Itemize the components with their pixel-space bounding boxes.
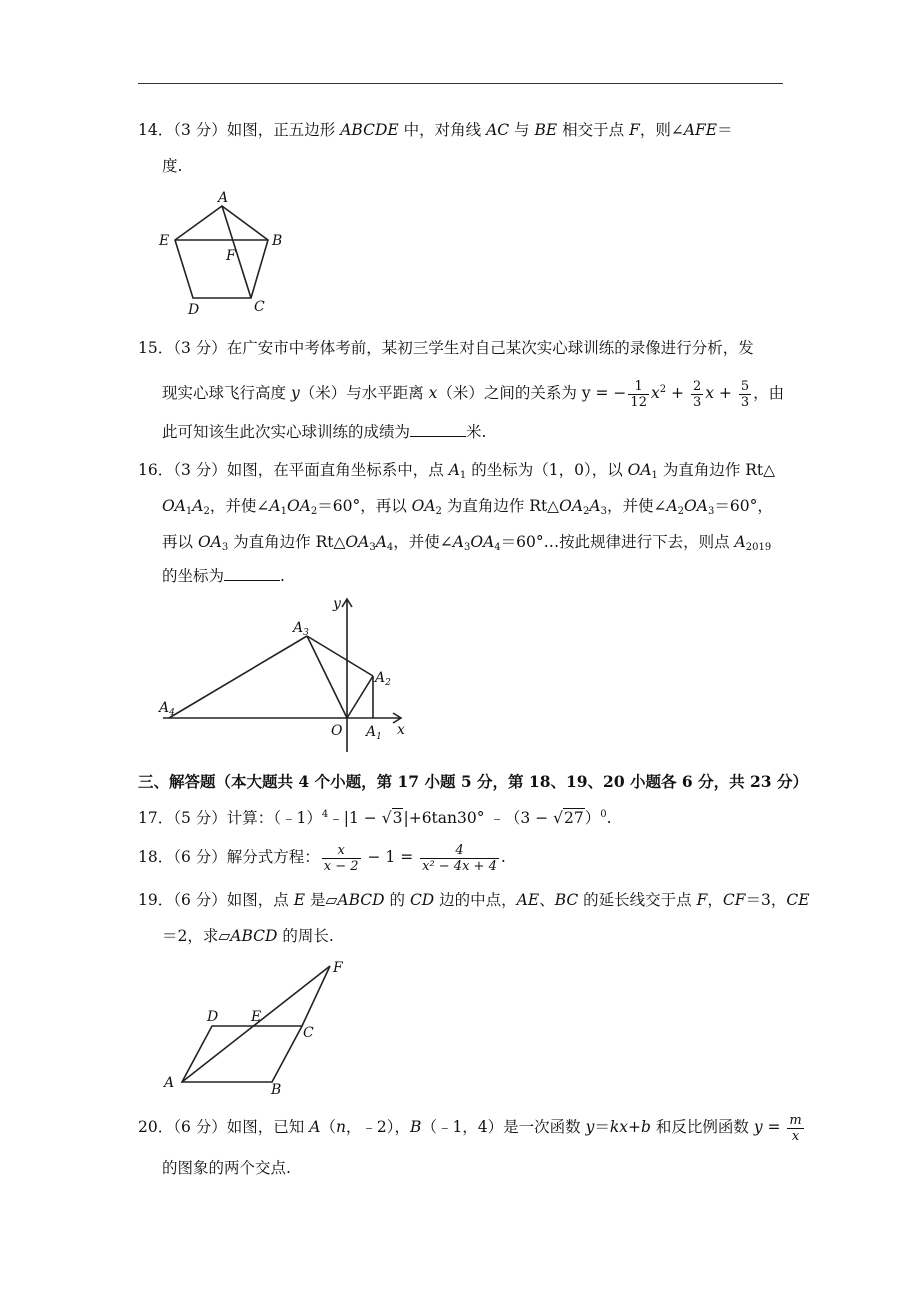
label-B: B bbox=[271, 1082, 282, 1098]
label-A: A bbox=[218, 190, 229, 206]
frac-x-over-x-minus-2: $\frac{x}{x - 2}$ bbox=[323, 842, 359, 874]
q16-coordinate-figure bbox=[155, 592, 415, 762]
label-O: O bbox=[331, 723, 343, 739]
label-F: F bbox=[333, 960, 343, 976]
header-rule bbox=[138, 83, 783, 84]
label-A: A bbox=[164, 1075, 175, 1091]
label-A2: $A_2$ bbox=[375, 670, 391, 688]
q19-line1: 19．（6 分）如图，点 E 是▱ABCD 的 CD 边的中点，AE、BC 的延长线交于点 F，CF＝3，CE bbox=[138, 891, 810, 909]
q20-line1: 20．（6 分）如图，已知 A（n，﹣2），B（﹣1，4）是一次函数 y＝kx+b 和反比例函数 y = $\frac{m}{x}$ bbox=[138, 1112, 802, 1144]
label-E: E bbox=[251, 1009, 262, 1025]
q19-parallelogram-figure bbox=[160, 960, 360, 1100]
seg-A3A4 bbox=[169, 636, 307, 718]
answer-blank bbox=[410, 422, 466, 437]
q18-line: 18．（6 分）解分式方程： $\frac{x}{x - 2}$ − 1 = $\frac{4}{\text{x² − 4x + 4}}$ . bbox=[138, 842, 506, 874]
label-y: y bbox=[333, 596, 341, 612]
label-C: C bbox=[303, 1025, 314, 1041]
label-x: x bbox=[397, 722, 405, 738]
label-A3: $A_3$ bbox=[293, 620, 309, 638]
q16-line2: $OA_1A_2$，并使$\angle A_1OA_2=60^\circ$，再以 $OA_2$ 为直角边作 $Rt\triangle OA_2A_3$，并使$\angle A_2OA_3=60^\circ$， bbox=[162, 497, 773, 517]
q20-line2: 的图象的两个交点. bbox=[162, 1159, 291, 1177]
frac-5-3: $\frac{5}{3}$ bbox=[740, 378, 750, 410]
q16-line3: 再以 $OA_3$ 为直角边作 $Rt\triangle OA_3A_4$，并使$\angle A_3OA_4=60^\circ\dots$按此规律进行下去，则点 $A_{2019}$ bbox=[162, 533, 772, 553]
frac-4-over-quadratic: $\frac{4}{\text{x² − 4x + 4}}$ bbox=[422, 842, 497, 874]
label-D: D bbox=[207, 1009, 219, 1025]
q19-line2: ＝2，求▱ABCD 的周长. bbox=[162, 927, 334, 945]
seg-OA2 bbox=[347, 676, 373, 718]
q14-line1: 14．（3 分）如图，正五边形 ABCDE 中，对角线 AC 与 BE 相交于点 F，则∠AFE＝ bbox=[138, 121, 733, 139]
q16-line4: 的坐标为 . bbox=[162, 567, 285, 585]
label-E: E bbox=[159, 233, 170, 249]
line-CF bbox=[302, 966, 330, 1026]
q17-line: 17．（5 分）计算：（﹣1）$^4$﹣|1 − √3|+6tan30° ﹣（3 − √27）$^0$. bbox=[138, 809, 612, 827]
frac-m-over-x: $\frac{m}{x}$ bbox=[789, 1112, 802, 1144]
frac-1-12: $\frac{1}{12}$ bbox=[630, 378, 647, 410]
label-A1: $A_1$ bbox=[366, 724, 382, 742]
label-A4: $A_4$ bbox=[159, 700, 175, 718]
label-D: D bbox=[188, 302, 200, 318]
label-F: F bbox=[226, 248, 236, 264]
q14-line2: 度. bbox=[162, 157, 183, 175]
label-B: B bbox=[272, 233, 283, 249]
q15-line1: 15．（3 分）在广安市中考体考前，某初三学生对自己某次实心球训练的录像进行分析，发 bbox=[138, 339, 754, 357]
label-C: C bbox=[254, 299, 265, 315]
pentagon-outline bbox=[175, 206, 268, 298]
section3-title: 三、解答题（本大题共 4 个小题，第 17 小题 5 分，第 18、19、20 小题各 6 分，共 23 分） bbox=[138, 772, 808, 791]
q14-pentagon-figure bbox=[150, 188, 290, 318]
frac-2-3: $\frac{2}{3}$ bbox=[692, 378, 702, 410]
q15-line2: 现实心球飞行高度 y（米）与水平距离 x（米）之间的关系为 y = − $\frac{1}{12}$ $x^2$ + $\frac{2}{3}$ x + $\frac{5}{3}$ ，由 bbox=[162, 378, 785, 410]
q15-line3: 此可知该生此次实心球训练的成绩为 米. bbox=[162, 423, 487, 441]
answer-blank bbox=[224, 566, 280, 581]
q16-line1: 16．（3 分）如图，在平面直角坐标系中，点 $A_1$ 的坐标为（1，0），以 $OA_1$ 为直角边作 Rt△ bbox=[138, 461, 776, 481]
